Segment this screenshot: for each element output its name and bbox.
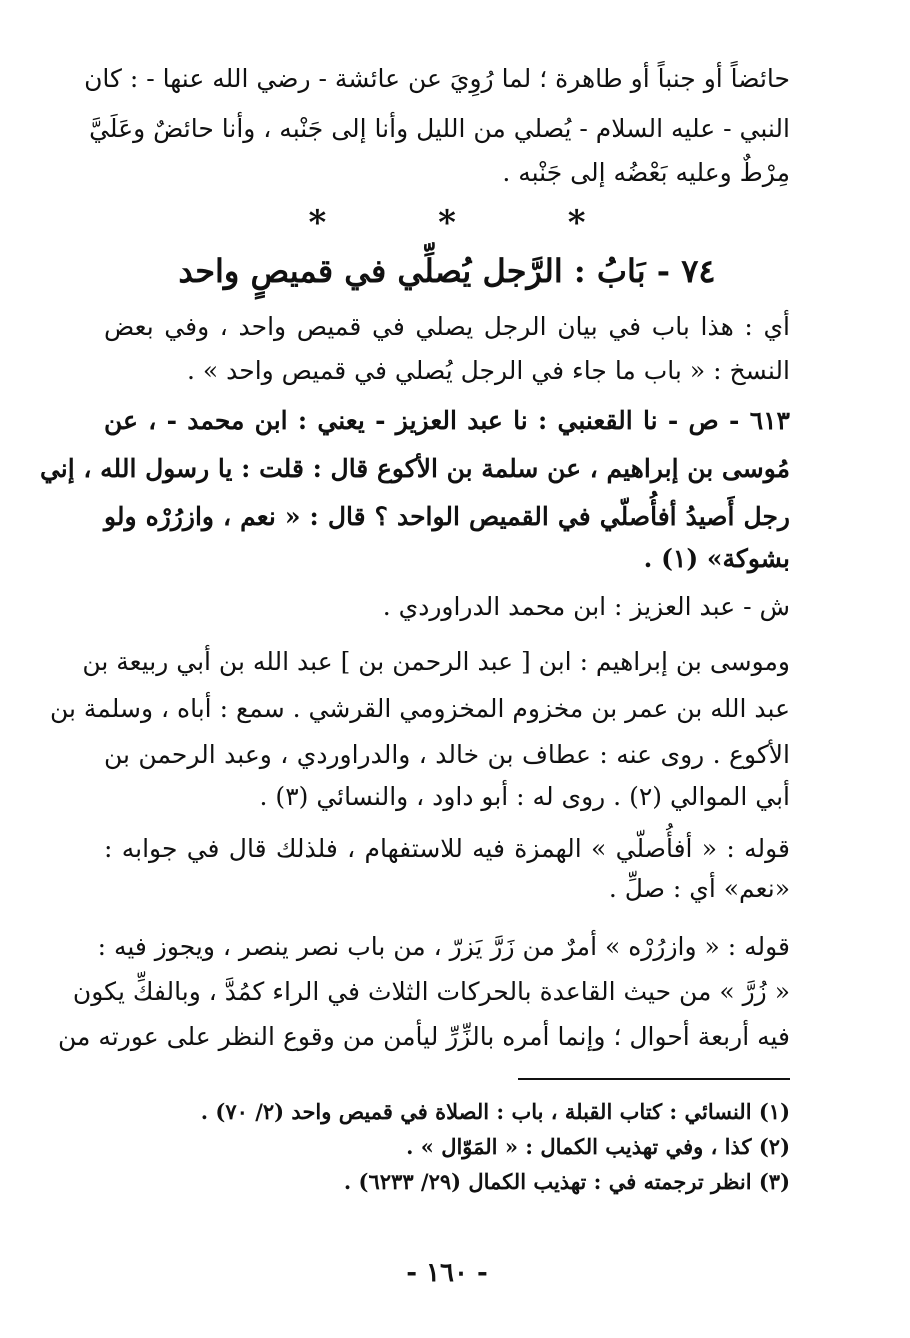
footnote-2: (٢) كذا ، وفي تهذيب الكمال : « المَوّال » . xyxy=(406,1134,790,1159)
footnote-1: (١) النسائي : كتاب القبلة ، باب : الصلاة في قميص واحد (٢/ ٧٠) . xyxy=(200,1099,790,1124)
sharh-p2-line-3: الأكوع . روى عنه : عطاف بن خالد ، والدراوردي ، وعبد الرحمن بن xyxy=(104,740,790,769)
intro-line-2: النبي - عليه السلام - يُصلي من الليل وأنا إلى جَنْبه ، وأنا حائضٌ وعَلَيَّ xyxy=(89,114,790,143)
sharh-p2-line-4: أبي الموالي (٢) . روى له : أبو داود ، والنسائي (٣) . xyxy=(259,782,790,811)
sharh-p4-line-1: قوله : « وازرُرْه » أمرٌ من زَرَّ يَزرّ ، من باب نصر ينصر ، ويجوز فيه : xyxy=(97,932,790,961)
intro-line-1: حائضاً أو جنباً أو طاهرة ؛ لما رُوِيَ عن عائشة - رضي الله عنها - : كان xyxy=(84,64,790,93)
page-number: - ١٦٠ - xyxy=(406,1258,488,1288)
footnote-3: (٣) انظر ترجمته في : تهذيب الكمال (٢٩/ ٦٢٣٣) . xyxy=(343,1169,790,1194)
footnote-divider xyxy=(518,1078,790,1080)
sharh-p4-line-2: « زُرَّ » من حيث القاعدة بالحركات الثلاث في الراء كمُدَّ ، وبالفكِّ يكون xyxy=(72,977,790,1006)
sharh-p3-line-2: «نعم» أي : صلِّ . xyxy=(608,874,790,903)
intro-line-3: مِرْطٌ وعليه بَعْضُه إلى جَنْبه . xyxy=(502,158,790,187)
hadith-line-1: ٦١٣ - ص - نا القعنبي : نا عبد العزيز - يعني : ابن محمد - ، عن xyxy=(104,406,790,435)
sharh-p2-line-1: وموسى بن إبراهيم : ابن [ عبد الرحمن بن ] عبد الله بن أبي ربيعة بن xyxy=(82,647,790,676)
sharh-paragraph-1: ش - عبد العزيز : ابن محمد الدراوردي . xyxy=(382,592,790,621)
sharh-p4-line-3: فيه أربعة أحوال ؛ وإنما أمره بالزِّرِّ ليأمن من وقوع النظر على عورته من xyxy=(58,1022,790,1051)
sharh-p2-line-2: عبد الله بن عمر بن مخزوم المخزومي القرشي . سمع : أباه ، وسلمة بن xyxy=(49,694,790,723)
book-page xyxy=(39,0,790,1338)
sharh-p3-line-1: قوله : « أفأُصلّي » الهمزة فيه للاستفهام ، فلذلك قال في جوابه : xyxy=(104,834,790,863)
hadith-line-2: مُوسى بن إبراهيم ، عن سلمة بن الأكوع قال : قلت : يا رسول الله ، إني xyxy=(39,454,790,483)
hadith-line-3: رجل أَصيدُ أفأُصلّي في القميص الواحد ؟ قال : « نعم ، وازرُرْه ولو xyxy=(104,502,790,531)
hadith-line-4: بشوكة» (١) . xyxy=(643,544,790,573)
section-separator: * * * xyxy=(308,203,636,243)
chapter-title: ٧٤ - بَابُ : الرَّجل يُصلِّي في قميصٍ واحد xyxy=(178,252,716,290)
explanation-line-2: النسخ : « باب ما جاء في الرجل يُصلي في قميص واحد » . xyxy=(186,356,790,385)
explanation-line-1: أي : هذا باب في بيان الرجل يصلي في قميص واحد ، وفي بعض xyxy=(104,312,790,341)
